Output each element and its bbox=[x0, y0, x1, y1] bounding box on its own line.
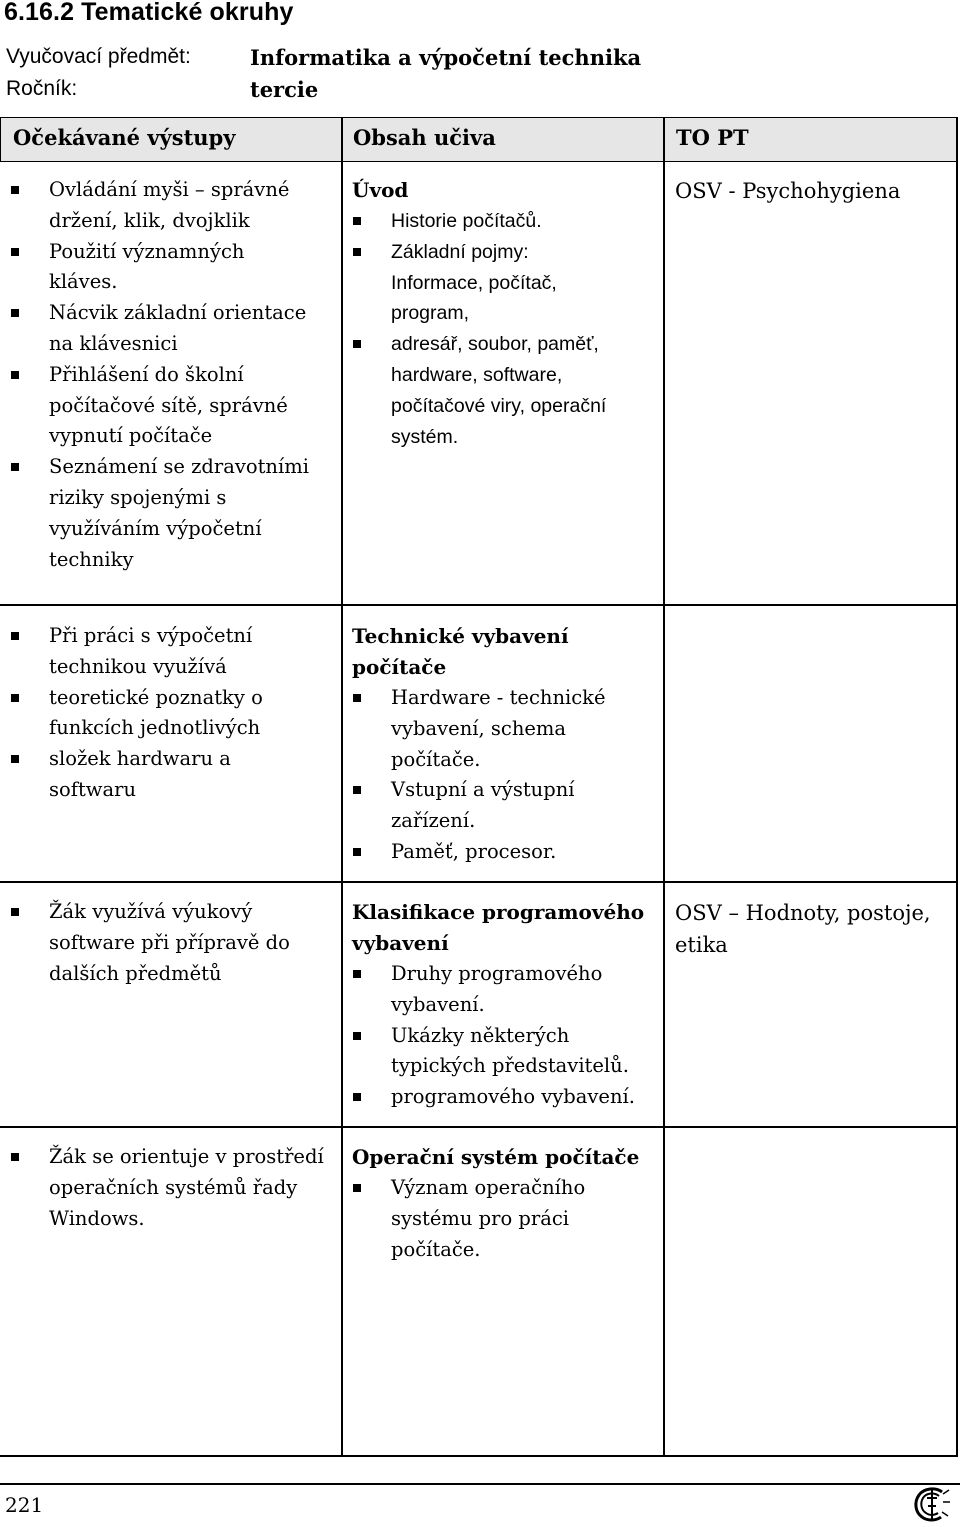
square-bullet-icon bbox=[353, 786, 361, 794]
list-item-text: software při přípravě do bbox=[49, 930, 290, 954]
square-bullet-icon bbox=[353, 694, 361, 702]
list-item-text: Ukázky některých bbox=[391, 1023, 570, 1047]
content-topic-title-line: Úvod bbox=[352, 178, 409, 202]
row-2-outputs bbox=[10, 621, 340, 806]
square-bullet-icon bbox=[353, 340, 361, 348]
list-item bbox=[10, 360, 340, 452]
list-item-text: počítače. bbox=[391, 747, 481, 771]
list-item-text: Použití významných bbox=[49, 239, 245, 263]
list-item-text: operačních systémů řady bbox=[49, 1175, 298, 1199]
list-item-text: Základní pojmy: bbox=[391, 240, 529, 263]
column-divider bbox=[341, 117, 343, 1456]
list-item-text: počítačové sítě, správné bbox=[49, 393, 288, 417]
square-bullet-icon bbox=[11, 371, 19, 379]
list-item bbox=[352, 959, 662, 1021]
list-item bbox=[352, 837, 662, 868]
table-right-border bbox=[956, 117, 958, 1456]
grade-value: tercie bbox=[250, 77, 319, 102]
list-item-text: softwaru bbox=[49, 777, 136, 801]
list-item bbox=[352, 1173, 662, 1265]
table-header bbox=[0, 117, 958, 162]
content-topic-title-line: Klasifikace programového bbox=[352, 900, 645, 924]
list-item-text: Přihlášení do školní bbox=[49, 362, 244, 386]
row-3-to-pt bbox=[675, 897, 955, 961]
content-topic-title-line: vybavení bbox=[352, 931, 449, 955]
list-item-text: program, bbox=[391, 302, 470, 325]
square-bullet-icon bbox=[11, 694, 19, 702]
list-item bbox=[10, 621, 340, 683]
bullet-list bbox=[10, 1142, 340, 1234]
row-1-outputs bbox=[10, 175, 340, 575]
subject-value: Informatika a výpočetní technika bbox=[250, 45, 642, 70]
list-item bbox=[10, 452, 340, 575]
bullet-list bbox=[10, 897, 340, 989]
list-item-text: programového vybavení. bbox=[391, 1085, 635, 1109]
square-bullet-icon bbox=[11, 755, 19, 763]
list-item-text: systém. bbox=[391, 425, 459, 448]
list-item-text: hardware, software, bbox=[391, 363, 563, 386]
square-bullet-icon bbox=[11, 463, 19, 471]
list-item-text: Žák se orientuje v prostředí bbox=[49, 1145, 324, 1168]
cross-curricular-theme: OSV – Hodnoty, postoje, bbox=[675, 901, 931, 925]
list-item-text: Význam operačního bbox=[391, 1176, 586, 1199]
table-bottom-border bbox=[0, 1455, 958, 1457]
header-outputs: Očekávané výstupy bbox=[13, 125, 236, 150]
cross-curricular-theme: etika bbox=[675, 933, 728, 957]
section-title: 6.16.2 Tematické okruhy bbox=[4, 0, 294, 26]
list-item-text: riziky spojenými s bbox=[49, 485, 227, 509]
row-1-content bbox=[352, 175, 662, 452]
list-item-text: Žák využívá výukový bbox=[49, 900, 253, 923]
list-item-text: zařízení. bbox=[391, 809, 476, 833]
school-logo-icon bbox=[912, 1486, 952, 1522]
row-4-content bbox=[352, 1142, 662, 1265]
list-item bbox=[352, 329, 662, 452]
list-item-text: vypnutí počítače bbox=[49, 424, 213, 448]
content-topic-title bbox=[352, 621, 662, 683]
list-item-text: typických představitelů. bbox=[391, 1054, 629, 1078]
list-item-text: využíváním výpočetní bbox=[49, 516, 262, 540]
row-3-content bbox=[352, 897, 662, 1113]
bullet-list bbox=[352, 1173, 662, 1265]
list-item bbox=[10, 298, 340, 360]
list-item-text: Ovládání myši – správné bbox=[49, 178, 290, 201]
list-item-text: Historie počítačů. bbox=[391, 210, 542, 232]
list-item-text: Paměť, procesor. bbox=[391, 839, 557, 863]
list-item bbox=[10, 237, 340, 299]
list-item bbox=[352, 206, 662, 237]
square-bullet-icon bbox=[11, 248, 19, 256]
list-item-text: počítače. bbox=[391, 1237, 481, 1261]
list-item-text: Vstupní a výstupní bbox=[391, 778, 575, 802]
square-bullet-icon bbox=[11, 632, 19, 640]
list-item bbox=[10, 897, 340, 989]
list-item-text: Windows. bbox=[49, 1206, 145, 1230]
square-bullet-icon bbox=[353, 1184, 361, 1192]
square-bullet-icon bbox=[353, 248, 361, 256]
square-bullet-icon bbox=[11, 1153, 19, 1161]
list-item-text: adresář, soubor, paměť, bbox=[391, 333, 599, 356]
list-item bbox=[10, 744, 340, 806]
footer-rule bbox=[0, 1483, 960, 1485]
square-bullet-icon bbox=[11, 908, 19, 916]
content-topic-title bbox=[352, 897, 662, 959]
row-divider bbox=[0, 604, 958, 606]
list-item-text: složek hardwaru a bbox=[49, 747, 231, 771]
content-topic-title-line: počítače bbox=[352, 655, 447, 679]
list-item-text: Nácvik základní orientace bbox=[49, 301, 307, 325]
list-item-text: systému pro práci bbox=[391, 1206, 569, 1230]
list-item-text: Druhy programového bbox=[391, 962, 603, 985]
row-divider bbox=[0, 881, 958, 883]
list-item-text: Při práci s výpočetní bbox=[49, 624, 253, 647]
content-topic-title bbox=[352, 175, 662, 206]
square-bullet-icon bbox=[353, 1093, 361, 1101]
list-item bbox=[10, 683, 340, 745]
row-2-content bbox=[352, 621, 662, 868]
list-item-text: vybavení, schema bbox=[391, 716, 567, 740]
list-item-text: kláves. bbox=[49, 270, 118, 294]
list-item-text: vybavení. bbox=[391, 992, 485, 1016]
list-item-text: Seznámení se zdravotními bbox=[49, 455, 309, 479]
list-item-text: počítačové viry, operační bbox=[391, 394, 607, 417]
list-item-text: techniky bbox=[49, 547, 134, 571]
column-divider bbox=[663, 117, 665, 1456]
list-item-text: dalších předmětů bbox=[49, 961, 222, 985]
subject-label: Vyučovací předmět: bbox=[6, 45, 191, 68]
content-topic-title bbox=[352, 1142, 662, 1173]
list-item-text: teoretické poznatky o bbox=[49, 685, 263, 709]
bullet-list bbox=[352, 959, 662, 1113]
row-4-outputs bbox=[10, 1142, 340, 1234]
list-item-text: funkcích jednotlivých bbox=[49, 716, 261, 740]
header-content: Obsah učiva bbox=[353, 125, 496, 150]
square-bullet-icon bbox=[353, 217, 361, 225]
square-bullet-icon bbox=[11, 186, 19, 194]
header-to-pt: TO PT bbox=[676, 125, 749, 150]
cross-curricular-theme: OSV - Psychohygiena bbox=[675, 179, 901, 203]
list-item bbox=[352, 1021, 662, 1083]
row-1-to-pt bbox=[675, 175, 955, 207]
bullet-list bbox=[10, 621, 340, 806]
grade-label: Ročník: bbox=[6, 77, 78, 100]
list-item bbox=[10, 1142, 340, 1234]
row-3-outputs bbox=[10, 897, 340, 989]
list-item-text: technikou využívá bbox=[49, 654, 227, 678]
square-bullet-icon bbox=[11, 309, 19, 317]
bullet-list bbox=[352, 206, 662, 452]
bullet-list bbox=[10, 175, 340, 575]
row-divider bbox=[0, 1126, 958, 1128]
page-number: 221 bbox=[5, 1493, 44, 1517]
list-item bbox=[10, 175, 340, 237]
square-bullet-icon bbox=[353, 1032, 361, 1040]
list-item-text: držení, klik, dvojklik bbox=[49, 208, 250, 232]
square-bullet-icon bbox=[353, 970, 361, 978]
list-item bbox=[352, 1082, 662, 1113]
content-topic-title-line: Technické vybavení bbox=[352, 624, 569, 648]
bullet-list bbox=[352, 683, 662, 868]
list-item-text: Informace, počítač, bbox=[391, 271, 557, 294]
list-item bbox=[352, 775, 662, 837]
list-item bbox=[352, 237, 662, 329]
content-topic-title-line: Operační systém počítače bbox=[352, 1145, 640, 1169]
list-item bbox=[352, 683, 662, 775]
list-item-text: na klávesnici bbox=[49, 331, 178, 355]
list-item-text: Hardware - technické bbox=[391, 686, 606, 709]
square-bullet-icon bbox=[353, 848, 361, 856]
